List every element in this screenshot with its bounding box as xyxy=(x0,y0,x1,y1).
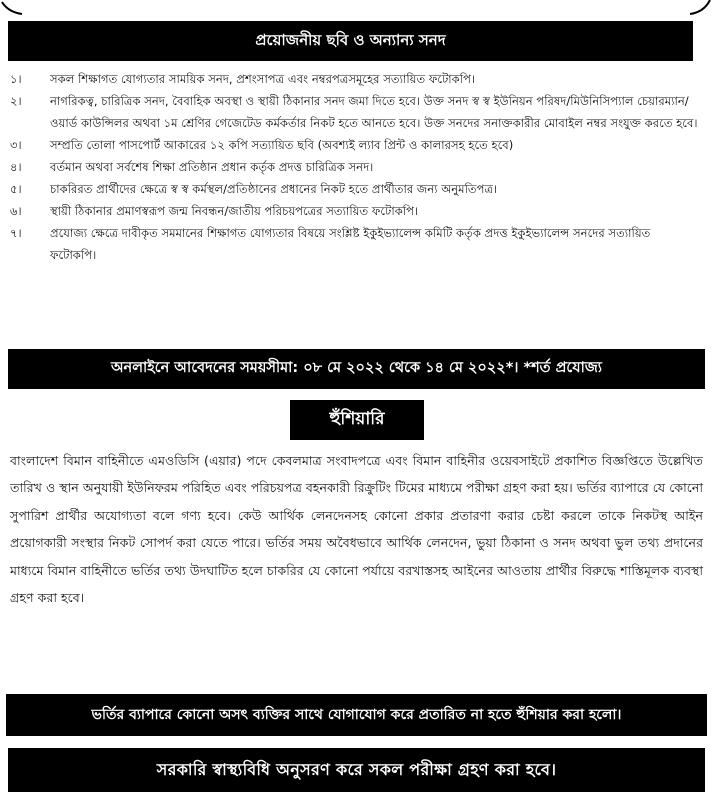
list-item-number: ৪। xyxy=(10,160,22,174)
list-item-text: প্রযোজ্য ক্ষেত্রে দাবীকৃত সমমানের শিক্ষাগত যোগ্যতার বিষয়ে সংশ্লিষ্ট ইকুইভ্যালেন্স কমিটি কর্তৃক প্রদত্ত ইকুইভ্যালেন্স সনদের সত্যায়িত ফটোকপি। xyxy=(50,226,651,262)
list-item-text: বর্তমান অথবা সর্বশেষ শিক্ষা প্রতিষ্ঠান প্রধান কর্তৃক প্রদত্ত চারিত্রিক সনদ। xyxy=(50,160,374,174)
list-item-text: চাকরিরত প্রার্থীদের ক্ষেত্রে স্ব স্ব কর্মস্থল/প্রতিষ্ঠানের প্রধানের নিকট হতে প্রার্থীতার জন্য অনুমতিপত্র। xyxy=(50,182,498,196)
warning-paragraph: বাংলাদেশ বিমান বাহিনীতে এমওডিসি (এয়ার) পদে কেবলমাত্র সংবাদপত্রে এবং বিমান বাহিনীর ওয়েবসাইটে প্রকাশিত বিজ্ঞপ্তিতে উল্লেখিত তারিখ ও স্থান অনুযায়ী ইউনিফরম পরিহিত এবং পরিচয়পত্র বহনকারী রিক্রুটিং টিমের মাধ্যমে পরীক্ষা গ্রহণ করা হয়। ভর্তির ব্যাপারে যে কোনো সুপারিশ প্রার্থীর অযোগ্যতা বলে গণ্য হবে। কেউ আর্থিক লেনদেনসহ কোনো প্রকার প্রতারণা করার চেষ্টা করলে তাকে নিকটস্থ আইন প্রয়োগকারী সংস্থার নিকট সোপর্দ করা যেতে পারে। ভর্তির সময় অবৈধভাবে আর্থিক লেনদেন, ভুয়া ঠিকানা ও সনদ অথবা ভুল তথ্য প্রদানের মাধ্যমে বিমান বাহিনীতে ভর্তির তথ্য উদঘাটিত হলে চাকরির যে কোনো পর্যায়ে বরখাস্তসহ আইনের আওতায় প্রার্থীর বিরুদ্ধে শাস্তিমূলক ব্যবস্থা গ্রহণ করা হবে। xyxy=(10,453,703,606)
list-item-number: ২। xyxy=(10,94,22,108)
list-item-number: ৫। xyxy=(10,182,22,196)
list-item xyxy=(10,222,700,266)
list-item xyxy=(10,90,700,134)
fraud-notice-banner: ভর্তির ব্যাপারে কোনো অসৎ ব্যক্তির সাথে যোগাযোগ করে প্রতারিত না হতে হুঁশিয়ার করা হলো। xyxy=(6,694,707,736)
documents-list xyxy=(10,68,700,266)
list-item-text: স্থায়ী ঠিকানার প্রমাণস্বরূপ জন্ম নিবন্ধন/জাতীয় পরিচয়পত্রের সত্যায়িত ফটোকপি। xyxy=(50,204,419,218)
list-item xyxy=(10,200,700,222)
list-item xyxy=(10,178,700,200)
list-item-number: ৭। xyxy=(10,226,22,240)
list-item xyxy=(10,156,700,178)
list-item xyxy=(10,68,700,90)
application-deadline-banner: অনলাইনে আবেদনের সময়সীমা: ০৮ মে ২০২২ থেকে ১৪ মে ২০২২*। *শর্ত প্রযোজ্য xyxy=(8,349,705,389)
list-item-text: সকল শিক্ষাগত যোগ্যতার সাময়িক সনদ, প্রশংসাপত্র এবং নম্বরপত্রসমূহের সত্যায়িত ফটোকপি। xyxy=(50,72,476,86)
list-item-text: নাগরিকত্ব, চারিত্রিক সনদ, বৈবাহিক অবস্থা ও স্থায়ী ঠিকানার সনদ জমা দিতে হবে। উক্ত সনদ স্ব স্ব ইউনিয়ন পরিষদ/মিউনিসিপ্যাল চেয়ারম্যান/ওয়ার্ড কাউন্সিলর অথবা ১ম শ্রেণির গেজেটেড কর্মকর্তার নিকট হতে আনতে হবে। উক্ত সনদের সনাক্তকারীর মোবাইল নম্বর সংযুক্ত করতে হবে। xyxy=(50,94,698,130)
list-item-number: ৬। xyxy=(10,204,22,218)
list-item-text: সম্প্রতি তোলা পাসপোর্ট আকারের ১২ কপি সত্যায়িত ছবি (অবশ্যই ল্যাব প্রিন্ট ও কালারসহ হতে হবে) xyxy=(50,138,514,152)
health-guideline-banner: সরকারি স্বাস্থ্যবিধি অনুসরণ করে সকল পরীক্ষা গ্রহণ করা হবে। xyxy=(8,748,705,792)
list-item-number: ১। xyxy=(10,72,22,86)
list-item-number: ৩। xyxy=(10,138,22,152)
warning-heading: হুঁশিয়ারি xyxy=(290,400,424,440)
top-border-curve xyxy=(0,0,713,20)
list-item xyxy=(10,134,700,156)
documents-heading: প্রয়োজনীয় ছবি ও অন্যান্য সনদ xyxy=(8,21,693,61)
